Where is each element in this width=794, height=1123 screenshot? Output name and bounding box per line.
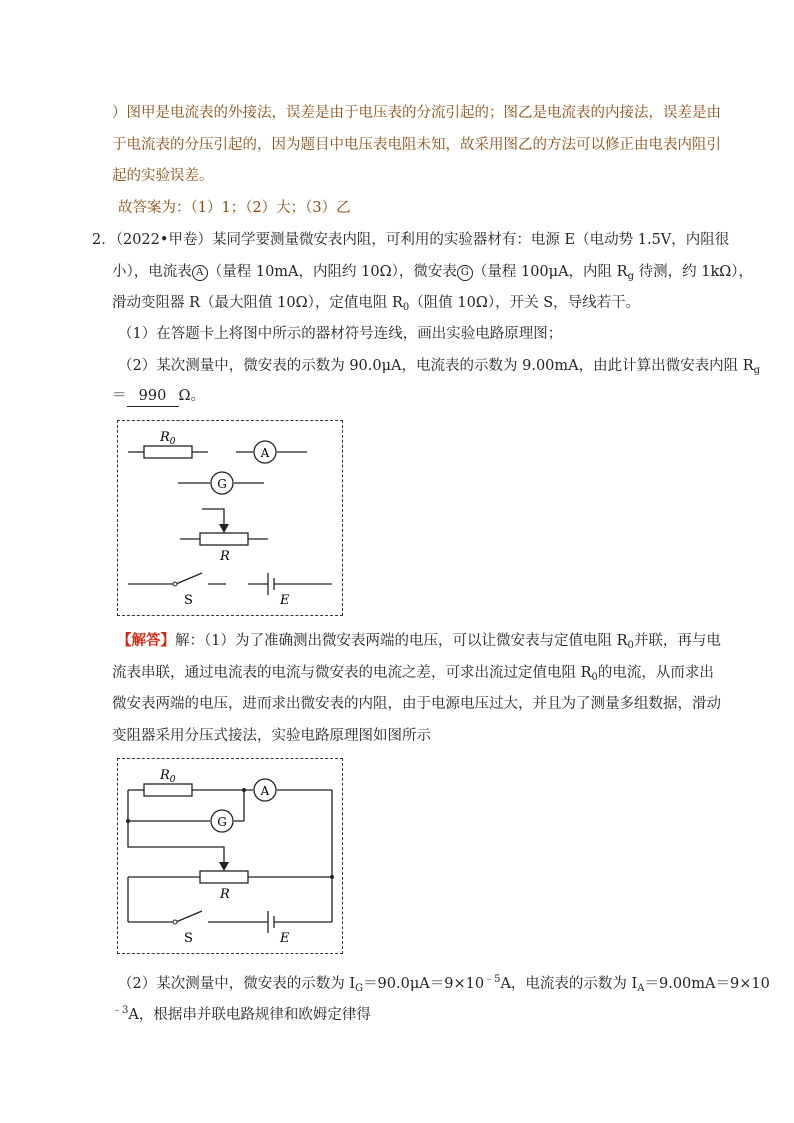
question-answer-line: ＝ 990 Ω。 xyxy=(112,386,205,407)
solution-line-3: 微安表两端的电压，进而求出微安表的内阻，由于电源电压过大，并且为了测量多组数据，滑动 xyxy=(112,696,721,712)
circuit-diagram xyxy=(118,759,342,953)
label-r0: $R_0$ xyxy=(160,430,176,447)
solution-part-2-line-2: $^{﹣3}$A，根据串并联电路规律和欧姆定律得 xyxy=(112,1005,371,1023)
question-part-1: （1）在答题卡上将图中所示的器材符号连线，画出实验电路原理图； xyxy=(118,326,563,342)
label-ammeter: A xyxy=(260,446,270,460)
label-galvanometer: G xyxy=(217,477,227,491)
solution-line-4: 变阻器采用分压式接法，实验电路原理图如图所示 xyxy=(112,728,431,744)
circuit-diagram-frame xyxy=(117,758,343,954)
solution-line-1: 【解答】解：（1）为了准确测出微安表两端的电压，可以让微安表与定值电阻 $R_0$并联，再与电 xyxy=(117,632,721,651)
label-galvanometer: G xyxy=(217,815,227,829)
label-battery: E xyxy=(280,593,290,608)
label-r0: $R_0$ xyxy=(160,768,176,785)
component-diagram-frame xyxy=(117,420,343,616)
answer-blank: 990 xyxy=(127,386,179,407)
question-line-1: （2022•甲卷）某同学要测量微安表内阻，可利用的实验器材有：电源 E（电动势 1.5V，内阻很 xyxy=(115,232,730,248)
slider-arrow xyxy=(219,524,229,533)
label-switch: S xyxy=(184,931,193,946)
question-2 xyxy=(92,230,729,250)
question-line-2: 小），电流表 A （量程 10mA，内阻约 10Ω），微安表 G （量程 100μA，内阻 $R_g$ 待测，约 1kΩ）， xyxy=(112,264,754,282)
galvanometer-circle-symbol: G xyxy=(457,265,473,281)
prev-final-answer: 故答案为：（1）1；（2）大；（3）乙 xyxy=(118,200,351,216)
slider-arrow xyxy=(219,862,229,871)
prev-answer-line-2: 于电流表的分压引起的，因为题目中电压表电阻未知，故采用图乙的方法可以修正由电表内阻引 xyxy=(112,137,721,153)
question-part-2: （2）某次测量中，微安表的示数为 90.0μA，电流表的示数为 9.00mA，由此计算出微安表内阻 $R_g$ xyxy=(118,358,761,376)
component-diagram xyxy=(118,421,342,615)
prev-answer-line-1: ）图甲是电流表的外接法，误差是由于电压表的分流引起的；图乙是电流表的内接法，误差是由 xyxy=(112,105,721,121)
solution-part-2-line-1: （2）某次测量中，微安表的示数为 $I_G=90.0\mu A=9\times 10^{﹣5}A$，电流表的示数为 $I_A=9.00mA=9\times 10$ xyxy=(118,974,770,994)
question-line-3: 滑动变阻器 R（最大阻值 10Ω），定值电阻 $R_0$（阻值 10Ω），开关 S，导线若干。 xyxy=(112,295,641,313)
label-rheostat: R xyxy=(220,887,230,902)
label-ammeter: A xyxy=(260,784,270,798)
label-battery: E xyxy=(280,931,290,946)
label-rheostat: R xyxy=(220,549,230,564)
solution-tag: 【解答】 xyxy=(117,632,175,649)
prev-answer-line-3: 起的实验误差。 xyxy=(112,168,214,184)
solution-line-2: 流表串联，通过电流表的电流与微安表的电流之差，可求出流过定值电阻 $R_0$的电流，从而求出 xyxy=(112,665,714,683)
ammeter-circle-symbol: A xyxy=(192,265,208,281)
label-switch: S xyxy=(184,593,193,608)
question-number: 2． xyxy=(92,232,116,248)
